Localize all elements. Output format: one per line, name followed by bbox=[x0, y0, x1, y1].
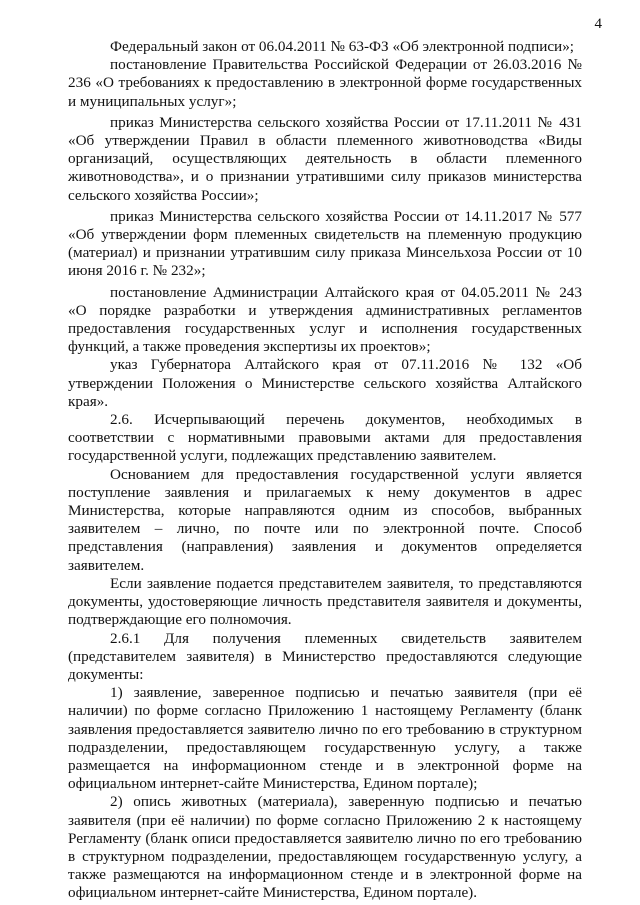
altai-resolution-243-paragraph: постановление Администрации Алтайского края от 04.05.2011 № 243 «О порядке разработки и утверждения административных регламентов предоставления государственных услуг и исполнения государственных функций, а также проведения экспертизы их проектов»; bbox=[68, 283, 582, 356]
ministry-order-577-paragraph: приказ Министерства сельского хозяйства России от 14.11.2017 № 577 «Об утверждении форм племенных свидетельств на племенную продукцию (материал) и признании утратившим силу приказа Минсельхоза России от 10 июня 2016 г. № 232»; bbox=[68, 207, 582, 280]
government-resolution-236-paragraph: постановление Правительства Российской Федерации от 26.03.2016 № 236 «О требованиях к предоставлению в электронной форме государственных и муниципальных услуг»; bbox=[68, 56, 582, 110]
section-2-6-1-paragraph: 2.6.1 Для получения племенных свидетельств заявителем (представителем заявителя) в Министерство предоставляются следующие документы: bbox=[68, 629, 582, 683]
list-item-application: 1) заявление, заверенное подписью и печатью заявителя (при её наличии) по форме согласно Приложению 1 настоящему Регламенту (бланк заявления предоставляется заявителю лично по его требованию в структурном подразделении, предоставляющем государственную услугу, а также размещается на информационном стенде и в электронной форме на официальном интернет-сайте Министерства, Едином портале); bbox=[68, 684, 582, 793]
ministry-order-431-paragraph: приказ Министерства сельского хозяйства России от 17.11.2011 № 431 «Об утверждении Правил в области племенного животноводства «Виды организаций, осуществляющих деятельность в области племенного животноводства», и о признании утратившими силу приказов министерства сельского хозяйства России»; bbox=[68, 113, 582, 204]
law-63-fz-paragraph: Федеральный закон от 06.04.2011 № 63-ФЗ «Об электронной подписи»; bbox=[110, 38, 575, 55]
representative-paragraph: Если заявление подается представителем заявителя, то представляются документы, удостоверяющие личность представителя заявителя и документы, подтверждающие его полномочия. bbox=[68, 574, 582, 629]
page-number: 4 bbox=[594, 16, 602, 32]
basis-paragraph: Основанием для предоставления государственной услуги является поступление заявления и прилагаемых к нему документов в адрес Министерства, которые направляются одним из способов, выбранных заявителем – лично, по почте или по электронной почте. Способ представления (направления) заявления и документов определяется заявителем. bbox=[68, 465, 582, 574]
section-2-6-paragraph: 2.6. Исчерпывающий перечень документов, необходимых в соответствии с нормативными правовыми актами для предоставления государственной услуги, подлежащих представлению заявителем. bbox=[68, 411, 582, 465]
document-body bbox=[68, 38, 582, 903]
governor-decree-132-paragraph: указ Губернатора Алтайского края от 07.11.2016 № 132 «Об утверждении Положения о Министерстве сельского хозяйства Алтайского края». bbox=[68, 356, 582, 410]
list-item-inventory: 2) опись животных (материала), заверенную подписью и печатью заявителя (при её наличии) по форме согласно Приложению 2 к настоящему Регламенту (бланк описи предоставляется заявителю лично по его требованию в структурном подразделении, предоставляющем государственную услугу, а также размещаются на информационном стенде и в электронной форме на официальном интернет-сайте Министерства, Едином портале). bbox=[68, 793, 582, 902]
